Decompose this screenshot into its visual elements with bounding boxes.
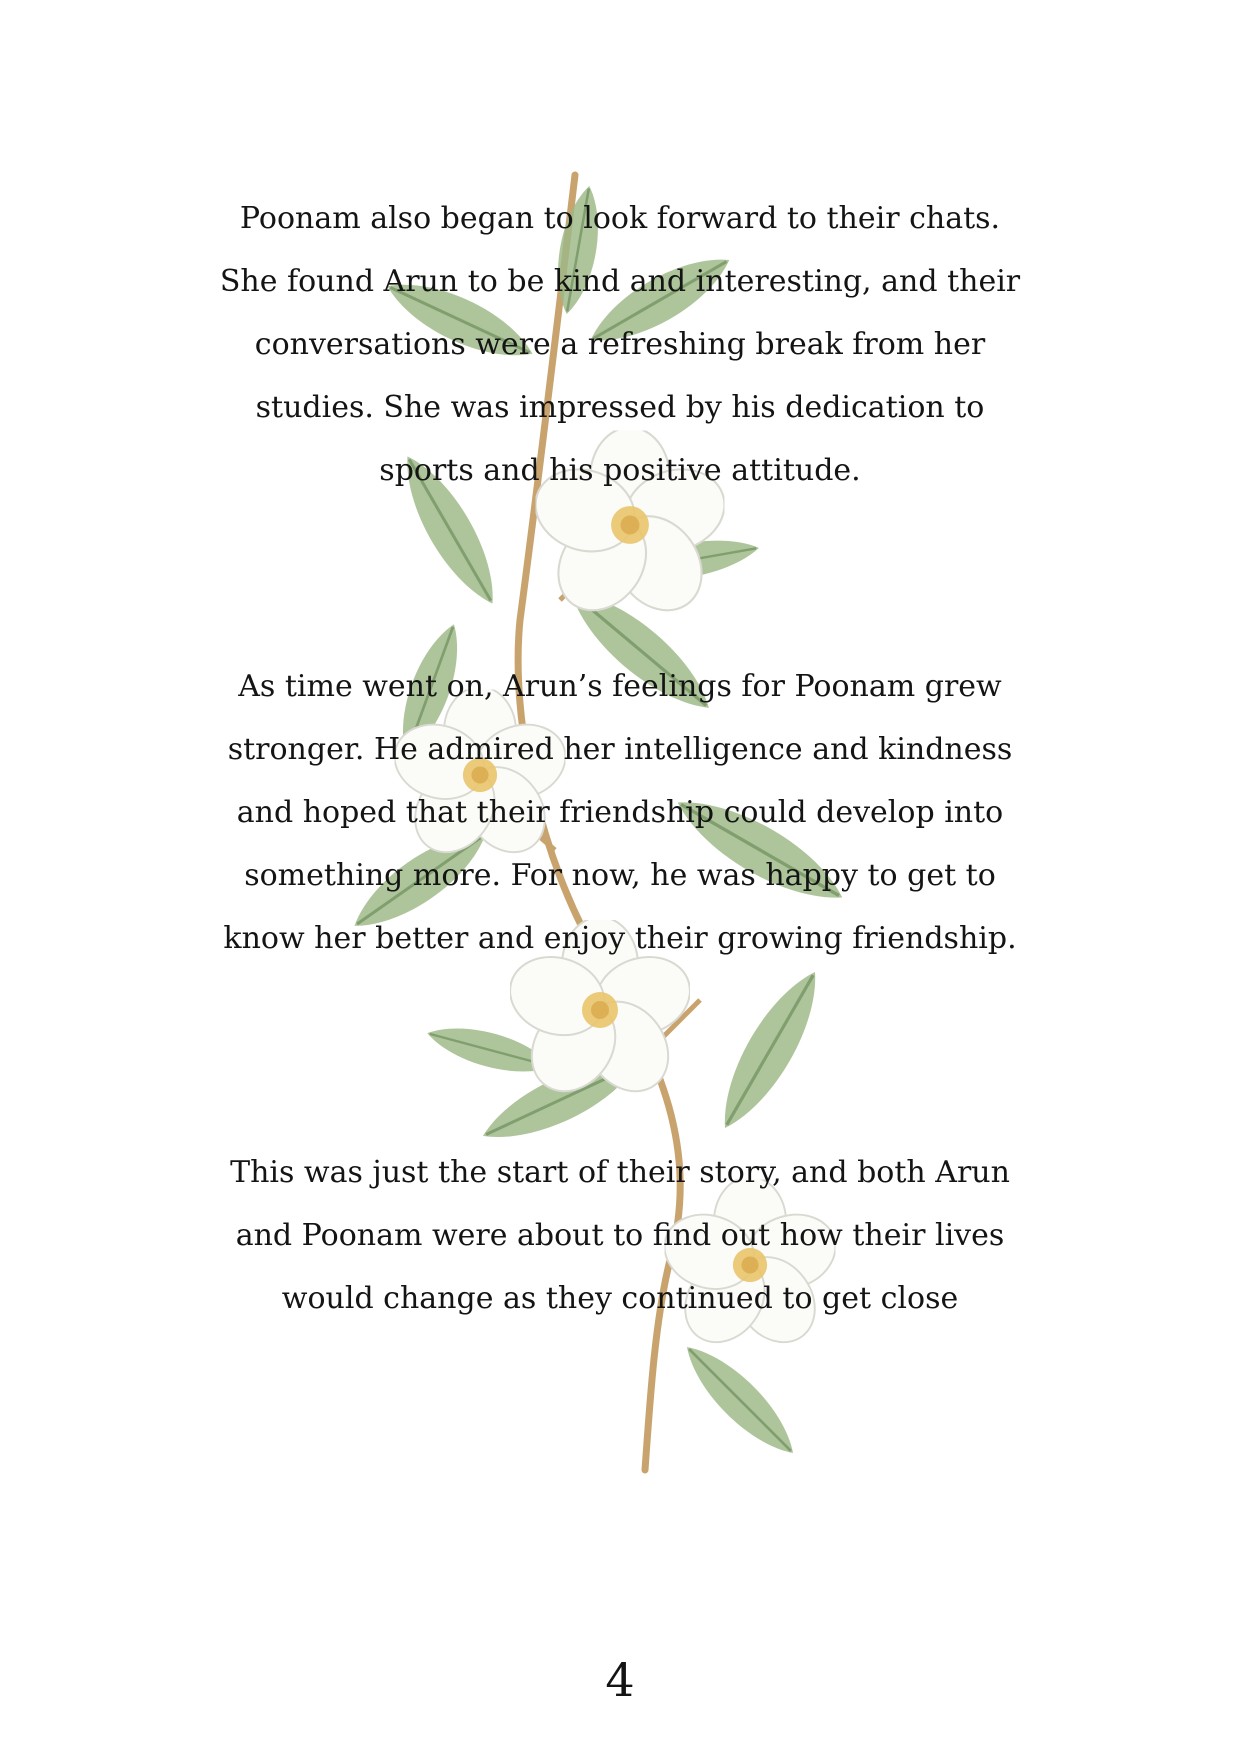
paragraph-2 [20,655,1220,970]
paragraph-line: stronger. He admired her intelligence and kindness [227,732,1013,767]
paragraph-line: something more. For now, he was happy to get to [244,858,996,893]
paragraph-line: and hoped that their friendship could develop into [236,795,1004,830]
paragraph-line: and Poonam were about to find out how their lives [235,1218,1005,1253]
paragraph-3 [20,1141,1220,1330]
paragraph-line: This was just the start of their story, and both Arun [230,1155,1010,1190]
paragraph-line: would change as they continued to get close [281,1281,959,1316]
paragraph-line: As time went on, Arun’s feelings for Poonam grew [238,669,1002,704]
paragraph-1 [20,187,1220,502]
paragraph-line: conversations were a refreshing break from her [254,327,986,362]
paragraph-line: sports and his positive attitude. [379,453,861,488]
paragraph-line: know her better and enjoy their growing friendship. [223,921,1017,956]
paragraph-line: She found Arun to be kind and interesting, and their [219,264,1021,299]
paragraph-line: studies. She was impressed by his dedication to [255,390,985,425]
paragraph-line: Poonam also began to look forward to their chats. [239,201,1001,236]
page-number: 4 [605,1653,635,1707]
